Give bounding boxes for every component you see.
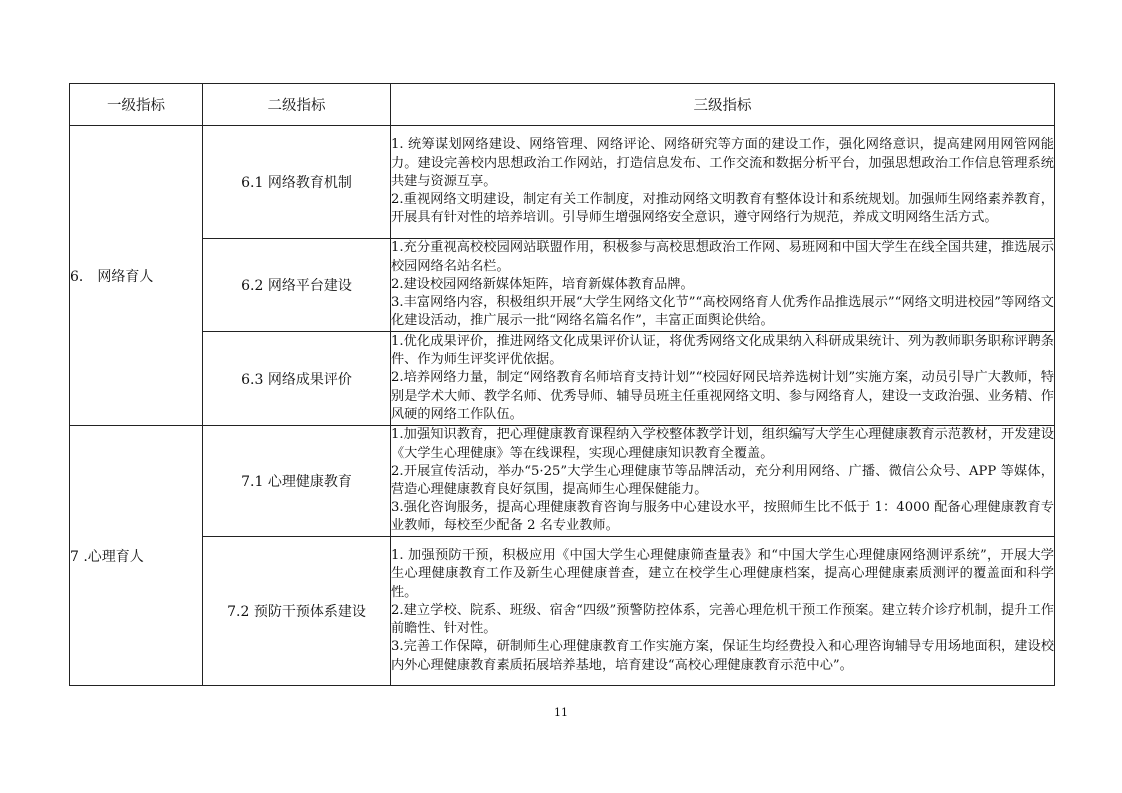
level3-item: 2.建立学校、院系、班级、宿舍“四级”预警防控体系，完善心理危机干预工作预案。建立转介诊疗机制，提升工作前瞻性、针对性。: [391, 602, 1054, 637]
table-row: [70, 537, 1055, 686]
level2-cell: 7.1 心理健康教育: [203, 426, 391, 537]
level3-item: 1.充分重视高校校园网站联盟作用，积极参与高校思想政治工作网、易班网和中国大学生在线全国共建，推选展示校园网络名站名栏。: [391, 240, 1054, 274]
level3-item: 1. 统筹谋划网络建设、网络管理、网络评论、网络研究等方面的建设工作，强化网络意识，提高建网用网管网能力。建设完善校内思想政治工作网站，打造信息发布、工作交流和数据分析平台，加强思想政治工作信息管理系统共建与资源互享。: [391, 137, 1054, 189]
level3-item: 3.完善工作保障，研制师生心理健康教育工作实施方案，保证生均经费投入和心理咨询辅导专用场地面积，建设校内外心理健康教育素质拓展培养基地，培育建设“高校心理健康教育示范中心”。: [391, 639, 1054, 673]
level3-item: 3.强化咨询服务，提高心理健康教育咨询与服务中心建设水平，按照师生比不低于 1：4000 配备心理健康教育专业教师，每校至少配备 2 名专业教师。: [391, 500, 1054, 534]
level3-cell: [391, 332, 1055, 426]
level3-item: 1. 加强预防干预，积极应用《中国大学生心理健康筛查量表》和“中国大学生心理健康网络测评系统”，开展大学生心理健康教育工作及新生心理健康普查，建立在校学生心理健康档案，提高心理健康素质测评的覆盖面和科学性。: [391, 548, 1054, 600]
level1-cell: 7 .心理育人: [70, 426, 203, 686]
level2-cell: 7.2 预防干预体系建设: [203, 537, 391, 686]
level3-cell: [391, 426, 1055, 537]
page-number: 11: [554, 706, 568, 719]
level3-item: 3.丰富网络内容，积极组织开展“大学生网络文化节”“高校网络育人优秀作品推选展示”“网络文明进校园”等网络文化建设活动，推广展示一批“网络名篇名作”，丰富正面舆论供给。: [391, 295, 1054, 329]
level3-item: 1.优化成果评价，推进网络文化成果评价认证，将优秀网络文化成果纳入科研成果统计、列为教师职务职称评聘条件、作为师生评奖评优依据。: [391, 333, 1054, 368]
level3-cell: [391, 537, 1055, 686]
header-level3: 三级指标: [391, 84, 1055, 126]
table-row: [70, 426, 1055, 537]
indicator-table: [69, 83, 1055, 686]
table-row: [70, 239, 1055, 332]
level1-cell: 6． 网络育人: [70, 126, 203, 426]
header-level1: 一级指标: [70, 84, 203, 126]
level3-cell: [391, 126, 1055, 239]
level3-item: 2.培养网络力量，制定“网络教育名师培育支持计划”“校园好网民培养选树计划”实施方案，动员引导广大教师，特别是学术大师、教学名师、优秀导师、辅导员班主任重视网络文明、参与网络育人，建设一支政治强、业务精、作风硬的网络工作队伍。: [391, 370, 1054, 422]
table-row: [70, 332, 1055, 426]
level2-cell: 6.1 网络教育机制: [203, 126, 391, 239]
level2-cell: 6.3 网络成果评价: [203, 332, 391, 426]
table-header-row: [70, 84, 1055, 126]
level3-cell: [391, 239, 1055, 332]
table-row: [70, 126, 1055, 239]
level2-cell: 6.2 网络平台建设: [203, 239, 391, 332]
header-level2: 二级指标: [203, 84, 391, 126]
level3-item: 1.加强知识教育，把心理健康教育课程纳入学校整体教学计划，组织编写大学生心理健康教育示范教材，开发建设《大学生心理健康》等在线课程，实现心理健康知识教育全覆盖。: [391, 427, 1054, 461]
level3-item: 2.开展宣传活动，举办“5·25”大学生心理健康节等品牌活动，充分利用网络、广播、微信公众号、APP 等媒体，营造心理健康教育良好氛围，提高师生心理保健能力。: [391, 463, 1054, 497]
level3-item: 2.建设校园网络新媒体矩阵，培育新媒体教育品牌。: [391, 276, 694, 292]
level3-item: 2.重视网络文明建设，制定有关工作制度，对推动网络文明教育有整体设计和系统规划。加强师生网络素养教育，开展具有针对性的培养培训。引导师生增强网络安全意识，遵守网络行为规范，养成文明网络生活方式。: [391, 192, 1054, 226]
